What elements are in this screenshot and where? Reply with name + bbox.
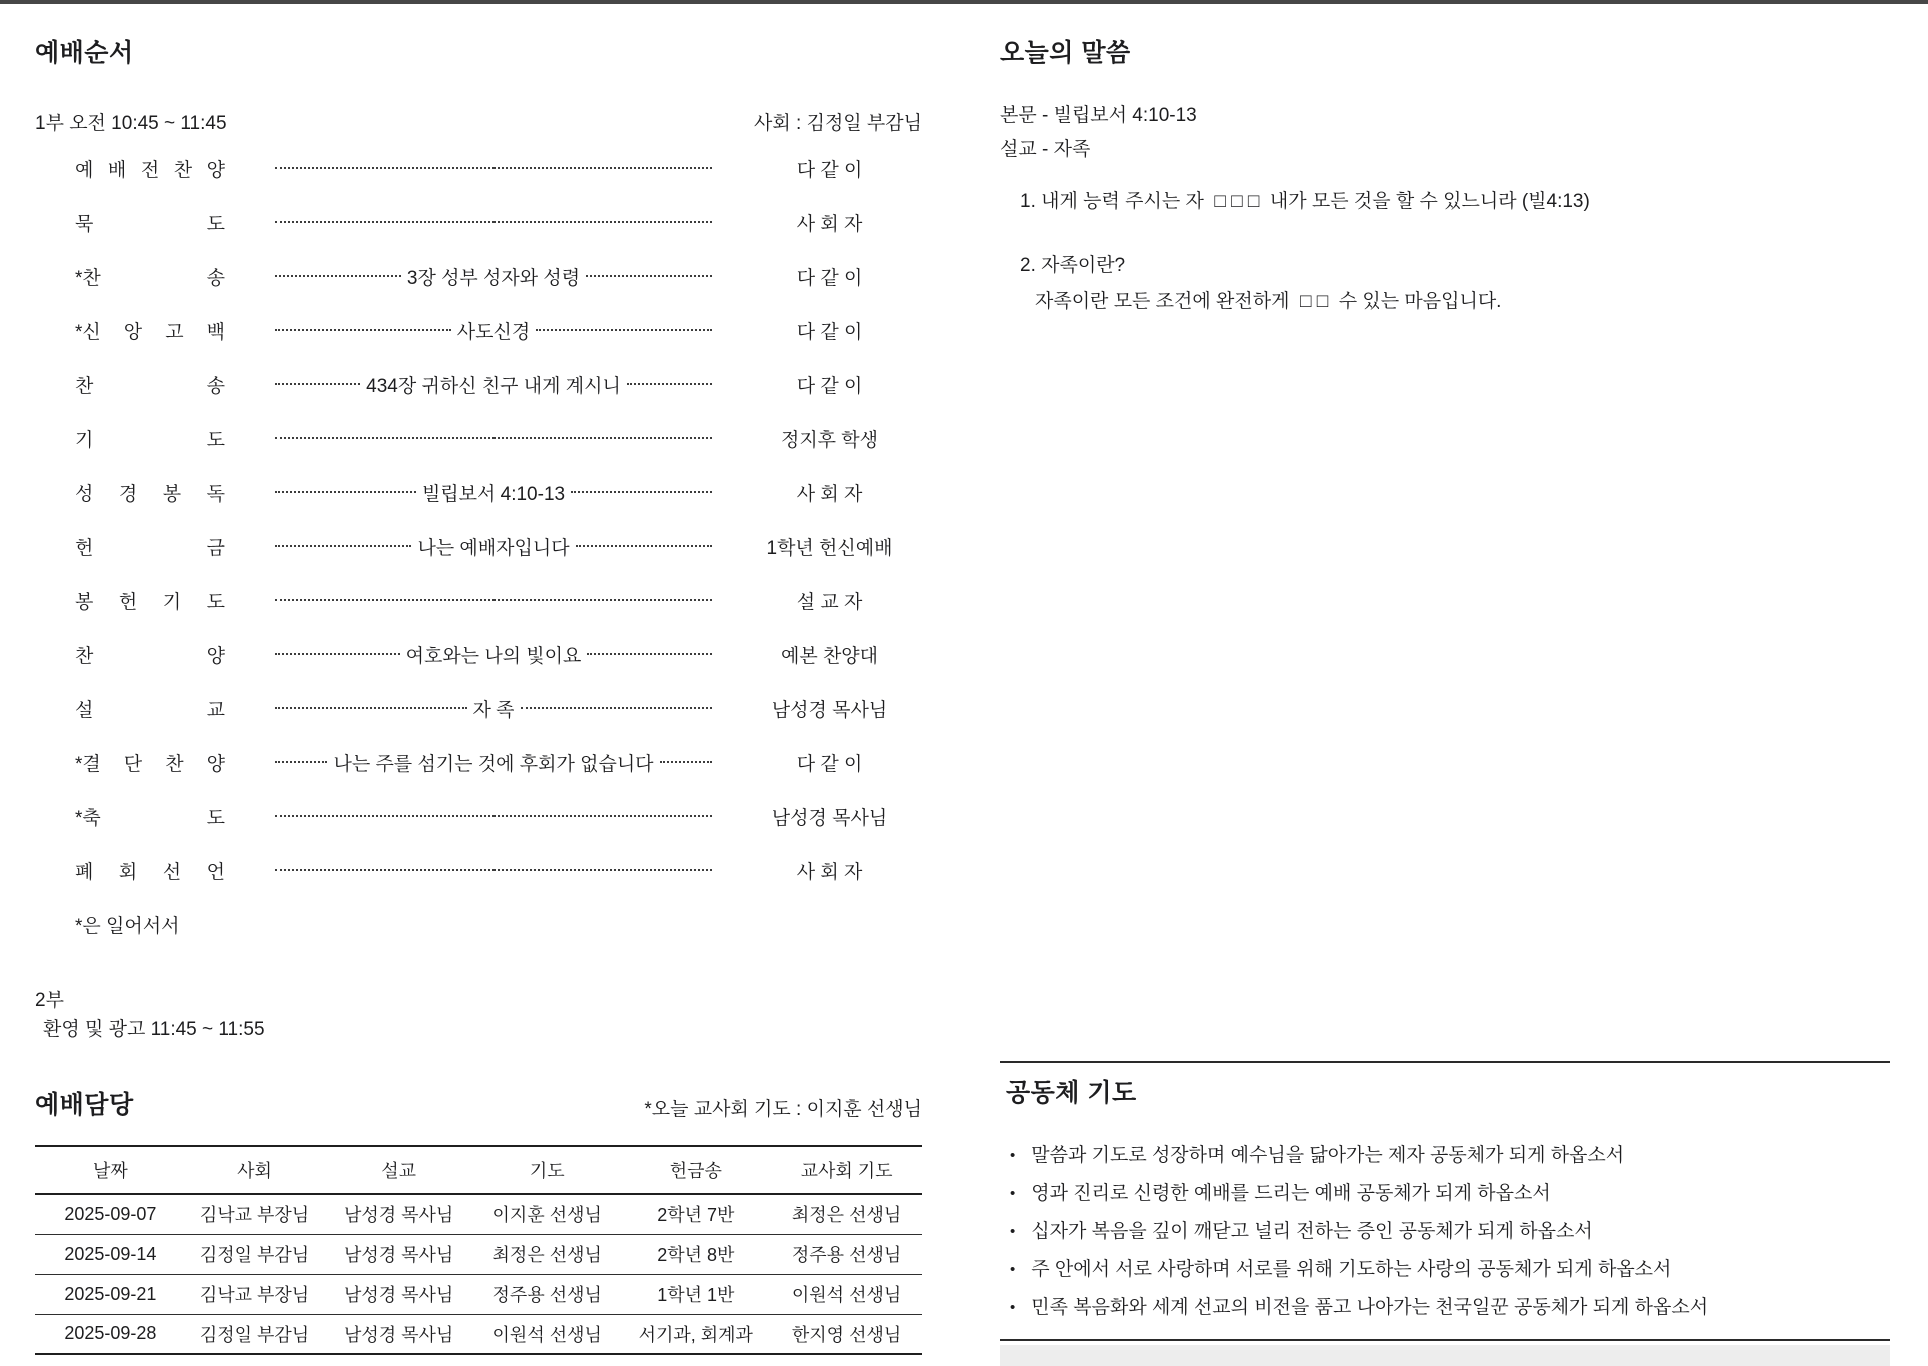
service-part2	[35, 987, 922, 1045]
order-label: *축 도	[75, 807, 225, 829]
dotted-leader	[576, 545, 712, 547]
cell-prayer: 최정은 선생님	[474, 1234, 620, 1274]
cell-sermon: 남성경 목사님	[323, 1314, 474, 1354]
note-number: 1.	[1020, 191, 1036, 212]
teachers-prayer-note: *오늘 교사회 기도 : 이지훈 선생님	[644, 1099, 922, 1120]
dotted-leader	[586, 275, 712, 277]
order-center: 빌립보서 4:10-13	[421, 483, 566, 505]
order-performer: 다 같 이	[796, 159, 863, 181]
order-performer: 다 같 이	[796, 753, 863, 775]
part2-label: 2부	[35, 990, 64, 1011]
order-item-offering	[35, 519, 922, 573]
table-header-row	[35, 1146, 922, 1194]
worship-order-column	[35, 4, 922, 1366]
order-performer: 다 같 이	[796, 321, 863, 343]
prayer-bullet: • 영과 진리로 신령한 예배를 드리는 예배 공동체가 되게 하옵소서	[1000, 1175, 1890, 1213]
order-center: 자 족	[472, 699, 515, 721]
col-header-prayer: 기도	[474, 1146, 620, 1194]
order-label: 폐 회 선 언	[75, 861, 225, 883]
sermon-line: 설교 - 자족	[1000, 139, 1091, 160]
order-performer: 1학년 헌신예배	[766, 537, 893, 559]
dotted-leader	[494, 815, 713, 817]
order-label: 헌 금	[75, 537, 225, 559]
cell-teachers-prayer: 정주용 선생님	[771, 1234, 922, 1274]
order-label: 찬 송	[75, 375, 225, 397]
todays-word-title: 오늘의 말씀	[1000, 39, 1131, 67]
community-prayer-list	[1000, 1137, 1890, 1327]
dotted-leader	[571, 491, 712, 493]
order-item-benediction	[35, 789, 922, 843]
cell-prayer: 이원석 선생님	[474, 1314, 620, 1354]
dotted-leader	[494, 437, 713, 439]
dotted-leader	[660, 761, 712, 763]
duty-title: 예배담당	[35, 1091, 134, 1119]
order-label: 설 교	[75, 699, 225, 721]
order-performer: 다 같 이	[796, 267, 863, 289]
part1-mc: 사회 : 김정일 부감님	[754, 112, 922, 134]
cell-sermon: 남성경 목사님	[323, 1274, 474, 1314]
community-prayer-section	[1000, 1061, 1890, 1341]
table-row	[35, 1314, 922, 1354]
worship-order-title: 예배순서	[35, 39, 134, 67]
order-performer: 다 같 이	[796, 375, 863, 397]
order-item-sermon	[35, 681, 922, 735]
dotted-leader	[494, 869, 713, 871]
order-performer: 사 회 자	[796, 483, 863, 505]
community-prayer-title: 공동체 기도	[1006, 1079, 1137, 1107]
dotted-leader	[275, 815, 494, 817]
standing-footnote: *은 일어서서	[75, 915, 180, 937]
cell-offering-song: 1학년 1반	[620, 1274, 771, 1314]
dotted-leader	[275, 545, 411, 547]
dotted-leader	[494, 221, 713, 223]
order-item-hymn2	[35, 357, 922, 411]
cell-sermon: 남성경 목사님	[323, 1194, 474, 1234]
table-row	[35, 1274, 922, 1314]
order-center: 3장 성부 성자와 성령	[406, 267, 581, 289]
dotted-leader	[275, 329, 451, 331]
duty-roster-table	[35, 1145, 922, 1355]
note-text: 내게 능력 주시는 자 □ □ □ 내가 모든 것을 할 수 있느니라 (빌4:13)	[1041, 191, 1590, 212]
dotted-leader	[521, 707, 713, 709]
dotted-leader	[627, 383, 712, 385]
part1-time: 1부 오전 10:45 ~ 11:45	[35, 112, 227, 134]
dotted-leader	[275, 869, 494, 871]
order-item-prayer	[35, 411, 922, 465]
col-header-offering-song: 헌금송	[620, 1146, 771, 1194]
cell-offering-song: 서기과, 회계과	[620, 1314, 771, 1354]
order-performer: 사 회 자	[796, 861, 863, 883]
dotted-leader	[275, 599, 494, 601]
duty-section-header	[35, 1089, 922, 1121]
order-item-praise-before	[35, 141, 922, 195]
page-bottom-edge	[1000, 1345, 1890, 1366]
order-item-anthem	[35, 627, 922, 681]
note-text: 자족이란?	[1041, 255, 1126, 276]
order-performer: 남성경 목사님	[771, 699, 888, 721]
order-performer: 정지후 학생	[780, 429, 879, 451]
dotted-leader	[494, 167, 713, 169]
cell-mc: 김낙교 부장님	[186, 1194, 323, 1234]
cell-teachers-prayer: 이원석 선생님	[771, 1274, 922, 1314]
cell-sermon: 남성경 목사님	[323, 1234, 474, 1274]
order-label: 봉 헌 기 도	[75, 591, 225, 613]
order-item-silent-prayer	[35, 195, 922, 249]
order-item-hymn	[35, 249, 922, 303]
note-number: 2.	[1020, 255, 1036, 276]
col-header-date: 날짜	[35, 1146, 186, 1194]
order-label: 찬 양	[75, 645, 225, 667]
order-label: 묵 도	[75, 213, 225, 235]
dotted-leader	[587, 653, 712, 655]
dotted-leader	[275, 437, 494, 439]
sermon-note-2-sub: 자족이란 모든 조건에 완전하게 □ □ 수 있는 마음입니다.	[1035, 291, 1502, 312]
order-center: 434장 귀하신 친구 내게 계시니	[366, 375, 621, 397]
order-performer: 예본 찬양대	[780, 645, 879, 667]
order-item-scripture	[35, 465, 922, 519]
order-center: 사도신경	[456, 321, 531, 343]
order-performer: 사 회 자	[796, 213, 863, 235]
dotted-leader	[536, 329, 712, 331]
part2-detail: 환영 및 광고 11:45 ~ 11:55	[43, 1019, 265, 1040]
cell-prayer: 이지훈 선생님	[474, 1194, 620, 1234]
service-part1-header	[35, 109, 922, 133]
cell-teachers-prayer: 최정은 선생님	[771, 1194, 922, 1234]
cell-mc: 김정일 부감님	[186, 1234, 323, 1274]
cell-offering-song: 2학년 7반	[620, 1194, 771, 1234]
sermon-info	[1000, 99, 1890, 167]
order-label: *신 앙 고 백	[75, 321, 225, 343]
order-label: 예 배 전 찬 양	[75, 159, 225, 181]
order-center: 여호와는 나의 빛이요	[405, 645, 582, 667]
cell-date: 2025-09-28	[35, 1314, 186, 1354]
order-list	[35, 141, 922, 897]
prayer-bullet: • 십자가 복음을 깊이 깨닫고 널리 전하는 증인 공동체가 되게 하옵소서	[1000, 1213, 1890, 1251]
cell-prayer: 정주용 선생님	[474, 1274, 620, 1314]
order-label: 성 경 봉 독	[75, 483, 225, 505]
order-label: 기 도	[75, 429, 225, 451]
todays-word-column	[1000, 4, 1890, 1366]
bulletin-page	[0, 4, 1928, 1366]
order-item-commitment-song	[35, 735, 922, 789]
order-item-creed	[35, 303, 922, 357]
prayer-bullet: • 말씀과 기도로 성장하며 예수님을 닮아가는 제자 공동체가 되게 하옵소서	[1000, 1137, 1890, 1175]
dotted-leader	[275, 653, 400, 655]
prayer-bullet: • 주 안에서 서로 사랑하며 서로를 위해 기도하는 사랑의 공동체가 되게 하옵소서	[1000, 1251, 1890, 1289]
table-row	[35, 1234, 922, 1274]
passage-line: 본문 - 빌립보서 4:10-13	[1000, 105, 1197, 126]
prayer-bullet: • 민족 복음화와 세계 선교의 비전을 품고 나아가는 천국일꾼 공동체가 되게 하옵소서	[1000, 1289, 1890, 1327]
cell-date: 2025-09-07	[35, 1194, 186, 1234]
order-item-closing	[35, 843, 922, 897]
cell-offering-song: 2학년 8반	[620, 1234, 771, 1274]
dotted-leader	[275, 275, 401, 277]
dotted-leader	[275, 707, 467, 709]
col-header-teachers-prayer: 교사회 기도	[771, 1146, 922, 1194]
order-performer: 설 교 자	[796, 591, 863, 613]
dotted-leader	[275, 761, 327, 763]
dotted-leader	[275, 491, 416, 493]
dotted-leader	[494, 599, 713, 601]
dotted-leader	[275, 221, 494, 223]
order-item-offering-prayer	[35, 573, 922, 627]
order-performer: 남성경 목사님	[771, 807, 888, 829]
order-label: *결 단 찬 양	[75, 753, 225, 775]
sermon-note-1	[1000, 187, 1890, 217]
order-label: *찬 송	[75, 267, 225, 289]
col-header-sermon: 설교	[323, 1146, 474, 1194]
table-row	[35, 1194, 922, 1234]
order-center: 나는 주를 섬기는 것에 후회가 없습니다	[333, 753, 654, 775]
cell-date: 2025-09-21	[35, 1274, 186, 1314]
sermon-note-2	[1000, 251, 1890, 281]
cell-teachers-prayer: 한지영 선생님	[771, 1314, 922, 1354]
dotted-leader	[275, 383, 360, 385]
cell-mc: 김정일 부감님	[186, 1314, 323, 1354]
cell-mc: 김낙교 부장님	[186, 1274, 323, 1314]
cell-date: 2025-09-14	[35, 1234, 186, 1274]
dotted-leader	[275, 167, 494, 169]
order-center: 나는 예배자입니다	[417, 537, 570, 559]
col-header-mc: 사회	[186, 1146, 323, 1194]
